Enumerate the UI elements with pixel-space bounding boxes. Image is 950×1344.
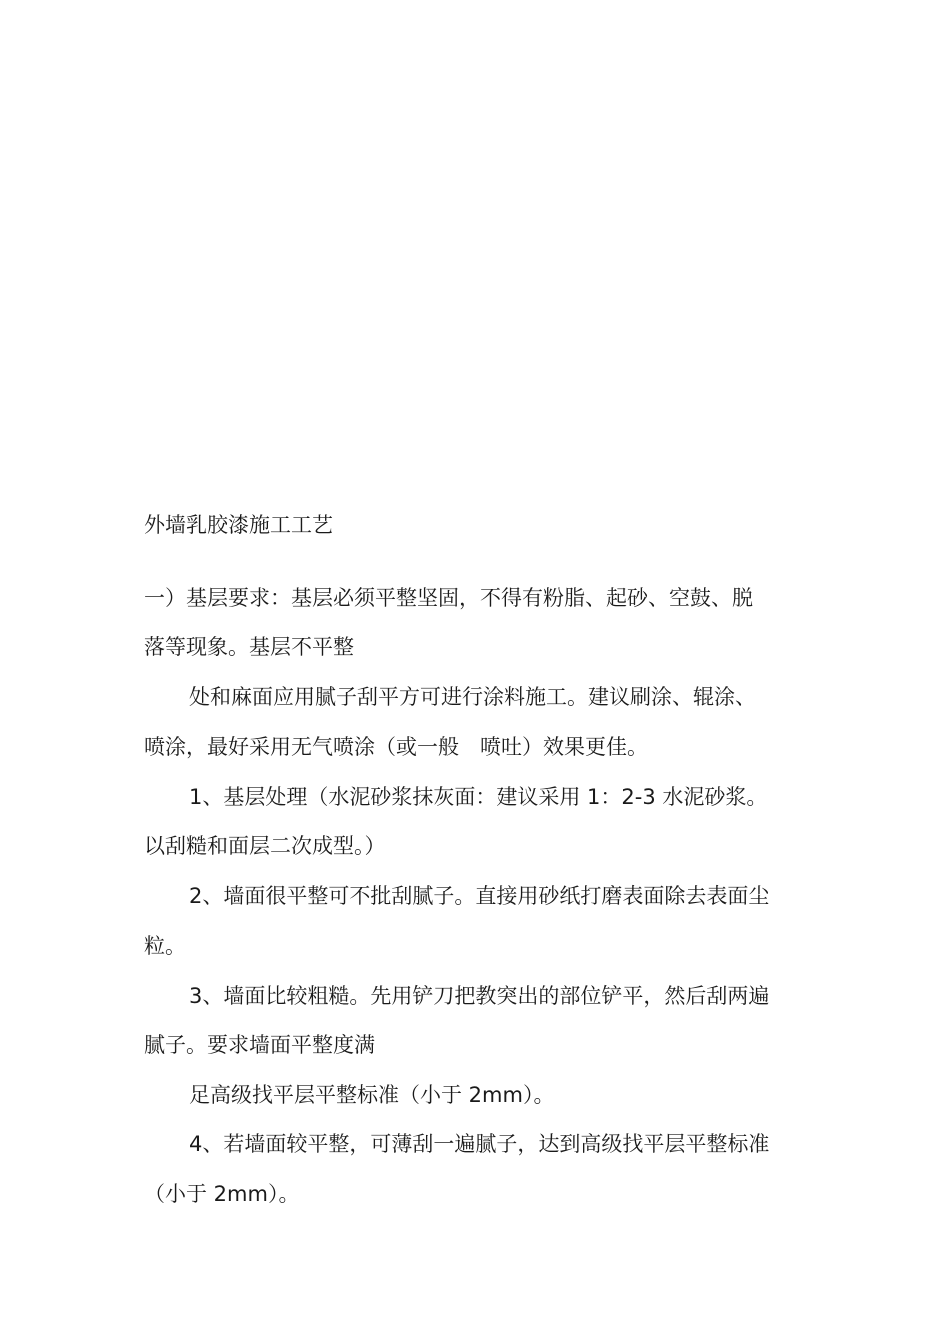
paragraph-line: 2、墙面很平整可不批刮腻子。直接用砂纸打磨表面除去表面尘	[189, 884, 770, 908]
paragraph-line: 处和麻面应用腻子刮平方可进行涂料施工。建议刷涂、辊涂、	[189, 685, 756, 709]
paragraph-line: 腻子。要求墙面平整度满	[144, 1033, 375, 1057]
paragraph-line: （小于 2mm）。	[144, 1182, 300, 1206]
paragraph-line: 粒。	[144, 934, 186, 958]
paragraph-line: 4、若墙面较平整，可薄刮一遍腻子，达到高级找平层平整标准	[189, 1132, 770, 1156]
paragraph-line: 落等现象。基层不平整	[144, 635, 354, 659]
document-title: 外墙乳胶漆施工工艺	[144, 513, 333, 537]
paragraph-line: 以刮糙和面层二次成型。）	[144, 834, 386, 858]
paragraph-line: 喷涂，最好采用无气喷涂（或一般 喷吐）效果更佳。	[144, 735, 648, 759]
paragraph-line: 3、墙面比较粗糙。先用铲刀把教突出的部位铲平，然后刮两遍	[189, 984, 770, 1008]
paragraph-line: 1、基层处理（水泥砂浆抹灰面：建议采用 1：2-3 水泥砂浆。	[189, 785, 768, 809]
paragraph-line: 一）基层要求：基层必须平整坚固，不得有粉脂、起砂、空鼓、脱	[144, 586, 753, 610]
paragraph-line: 足高级找平层平整标准（小于 2mm）。	[189, 1083, 555, 1107]
